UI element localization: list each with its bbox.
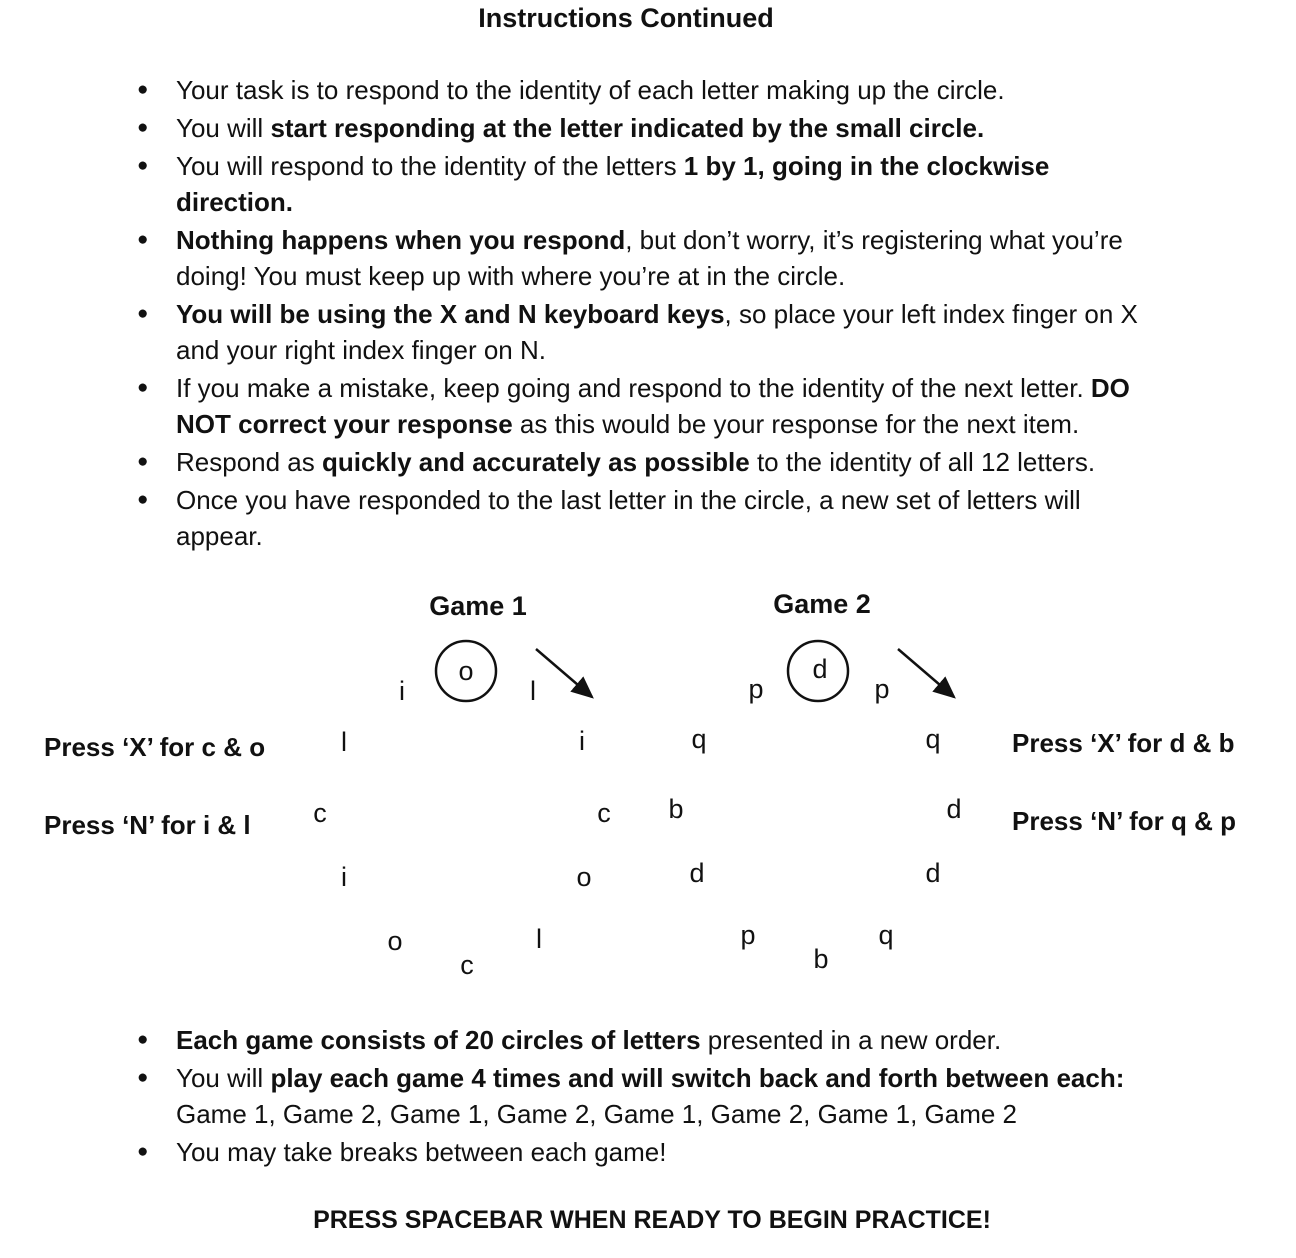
game2-letter: d [946, 794, 962, 824]
game-diagram [0, 580, 1296, 1000]
bold-segment: start responding at the letter indicated by the small circle. [270, 113, 985, 143]
info-item [0, 1022, 1166, 1058]
game1-letter: o [387, 926, 403, 956]
game1-letter: i [341, 862, 347, 892]
instruction-item [0, 148, 1166, 220]
press-x-label-left: Press ‘X’ for c & o [44, 732, 266, 762]
game1-letter: i [579, 726, 585, 756]
game1-letter: l [530, 676, 536, 706]
bold-segment: quickly and accurately as possible [321, 447, 750, 477]
bold-segment: You will be using the X and N keyboard keys [176, 299, 725, 329]
press-n-label-right: Press ‘N’ for q & p [1012, 806, 1236, 836]
game1-letter: c [597, 798, 611, 828]
game1-start-letter: o [458, 656, 474, 686]
instruction-item [0, 222, 1166, 294]
bold-segment: Nothing happens when you respond [176, 225, 626, 255]
text-segment: You may take breaks between each game! [176, 1137, 667, 1167]
game-info-list [0, 1022, 1166, 1172]
page-title: Instructions Continued [478, 3, 774, 33]
press-x-label-right: Press ‘X’ for d & b [1012, 728, 1235, 758]
text-segment: Your task is to respond to the identity of each letter making up the circle. [176, 75, 1005, 105]
game2-letter: b [668, 794, 684, 824]
text-segment: , but don’t worry, it’s registering what you’re doing! You must keep up with where you’re at in the circle. [176, 225, 1123, 291]
game1-letter: c [313, 798, 327, 828]
instruction-item [0, 370, 1166, 442]
bold-segment: play each game 4 times and will switch back and forth between each: [270, 1063, 1125, 1093]
game1-letter: o [576, 862, 592, 892]
info-item [0, 1060, 1166, 1132]
instruction-item [0, 110, 1166, 146]
game2-letter: q [691, 724, 707, 754]
instruction-item [0, 72, 1166, 108]
info-item [0, 1134, 1166, 1170]
bold-segment: Each game consists of 20 circles of letters [176, 1025, 701, 1055]
text-segment: to the identity of all 12 letters. [749, 447, 1096, 477]
press-n-label-left: Press ‘N’ for i & l [44, 810, 251, 840]
text-segment: Game 1, Game 2, Game 1, Game 2, Game 1, Game 2, Game 1, Game 2 [176, 1099, 1018, 1129]
game2-letter: p [874, 674, 890, 704]
text-segment: presented in a new order. [700, 1025, 1002, 1055]
bold-segment: 1 by 1, going in the clockwise direction. [176, 151, 1050, 217]
game1-letter: c [460, 950, 474, 980]
game2-letter: b [813, 944, 829, 974]
game2-letter: q [925, 724, 941, 754]
text-segment: , so place your left index finger on X and your right index finger on N. [176, 299, 1138, 365]
text-segment: You will [176, 1063, 271, 1093]
instruction-item [0, 482, 1166, 554]
game2-letter: p [740, 920, 756, 950]
game2-title: Game 2 [773, 589, 871, 619]
text-segment: Once you have responded to the last letter in the circle, a new set of letters will appear. [176, 485, 1081, 551]
game1-letter: l [341, 727, 347, 757]
game2-letter: p [748, 674, 764, 704]
game1-letter: l [536, 924, 542, 954]
bold-segment: DO NOT correct your response [176, 373, 1130, 439]
text-segment: as this would be your response for the next item. [512, 409, 1080, 439]
text-segment: You will respond to the identity of the letters [176, 151, 684, 181]
instruction-item [0, 444, 1166, 480]
text-segment: If you make a mistake, keep going and respond to the identity of the next letter. [176, 373, 1091, 403]
text-segment: You will [176, 113, 271, 143]
text-segment: Respond as [176, 447, 322, 477]
instruction-list [0, 72, 1166, 556]
game2-letter: q [878, 920, 894, 950]
spacebar-prompt: PRESS SPACEBAR WHEN READY TO BEGIN PRACTICE! [313, 1206, 991, 1234]
game2-start-letter: d [812, 654, 828, 684]
game1-clockwise-arrow [536, 649, 592, 697]
game1-letter: i [399, 676, 405, 706]
game1-title: Game 1 [429, 591, 527, 621]
game2-letter: d [925, 858, 941, 888]
instruction-item [0, 296, 1166, 368]
game2-letter: d [689, 858, 705, 888]
game2-clockwise-arrow [898, 649, 954, 697]
